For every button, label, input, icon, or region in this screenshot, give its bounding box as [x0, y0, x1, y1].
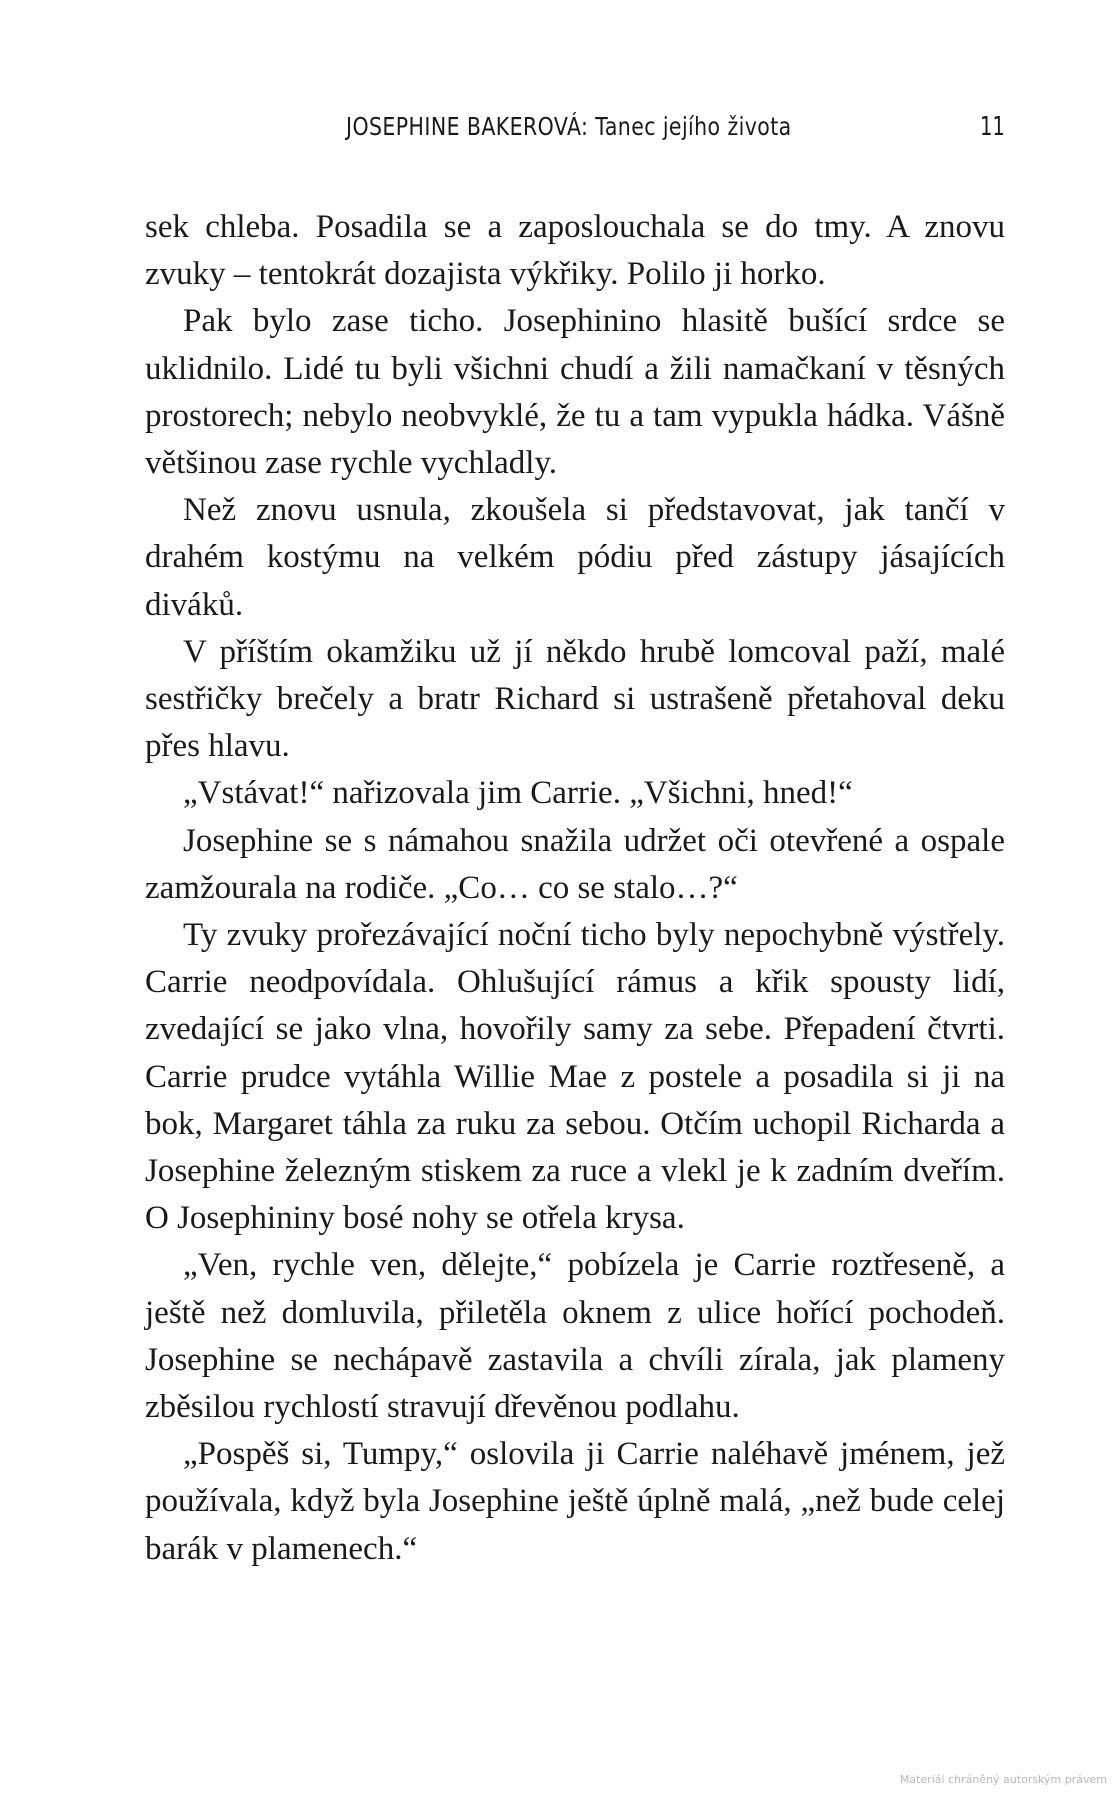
paragraph: „Ven, rychle ven, dělejte,“ pobízela je Carrie roztřeseně, a ještě než domluvila, přiletěla oknem z ulice hořící pochodeň. Josephine se nechápavě zastavila a chvíli zírala, jak plameny zběsilou rychlostí stravují dřevěnou podlahu.	[145, 1247, 1005, 1426]
running-head: JOSEPHINE BAKEROVÁ: Tanec jejího života	[346, 112, 792, 141]
page-number: 11	[980, 112, 1005, 142]
paragraph: Josephine se s námahou snažila udržet oči otevřené a ospale zamžourala na rodiče. „Co… co se stalo…?“	[145, 822, 1005, 906]
paragraph: V příštím okamžiku už jí někdo hrubě lomcoval paží, malé sestřičky brečely a bratr Richard si ustrašeně přetahoval deku přes hlavu.	[145, 633, 1005, 765]
paragraph: „Vstávat!“ nařizovala jim Carrie. „Všichni, hned!“	[183, 775, 853, 812]
paragraph: Ty zvuky prořezávající noční ticho byly nepochybně výstřely. Carrie neodpovídala. Ohlušující rámus a křik spousty lidí, zvedající se jako vlna, hovořily samy za sebe. Přepadení čtvrti. Carrie prudce vytáhla Willie Mae z postele a posadila si ji na bok, Margaret táhla za ruku za sebou. Otčím uchopil Richarda a Josephine železným stiskem za ruce a vlekl je k zadním dveřím. O Josephininy bosé nohy se otřela krysa.	[145, 917, 1005, 1237]
paragraph: Než znovu usnula, zkoušela si představovat, jak tančí v drahém kostýmu na velkém pódiu před zástupy jásajících diváků.	[145, 492, 1005, 623]
body-text	[145, 204, 1005, 1573]
paragraph: sek chleba. Posadila se a zaposlouchala se do tmy. A znovu zvuky – tentokrát dozajista výkřiky. Polilo ji horko.	[145, 209, 1005, 293]
paragraph: „Pospěš si, Tumpy,“ oslovila ji Carrie naléhavě jménem, jež používala, když byla Josephine ještě úplně malá, „než bude celej barák v plamenech.“	[145, 1436, 1005, 1567]
paragraph: Pak bylo zase ticho. Josephinino hlasitě bušící srdce se uklidnilo. Lidé tu byli všichni chudí a žili namačkaní v těsných prostorech; nebylo neobvyklé, že tu a tam vypukla hádka. Vášně většinou zase rychle vychladly.	[145, 303, 1005, 482]
page-header	[0, 112, 1117, 152]
copyright-watermark: Materiál chráněný autorským právem	[899, 1773, 1107, 1786]
